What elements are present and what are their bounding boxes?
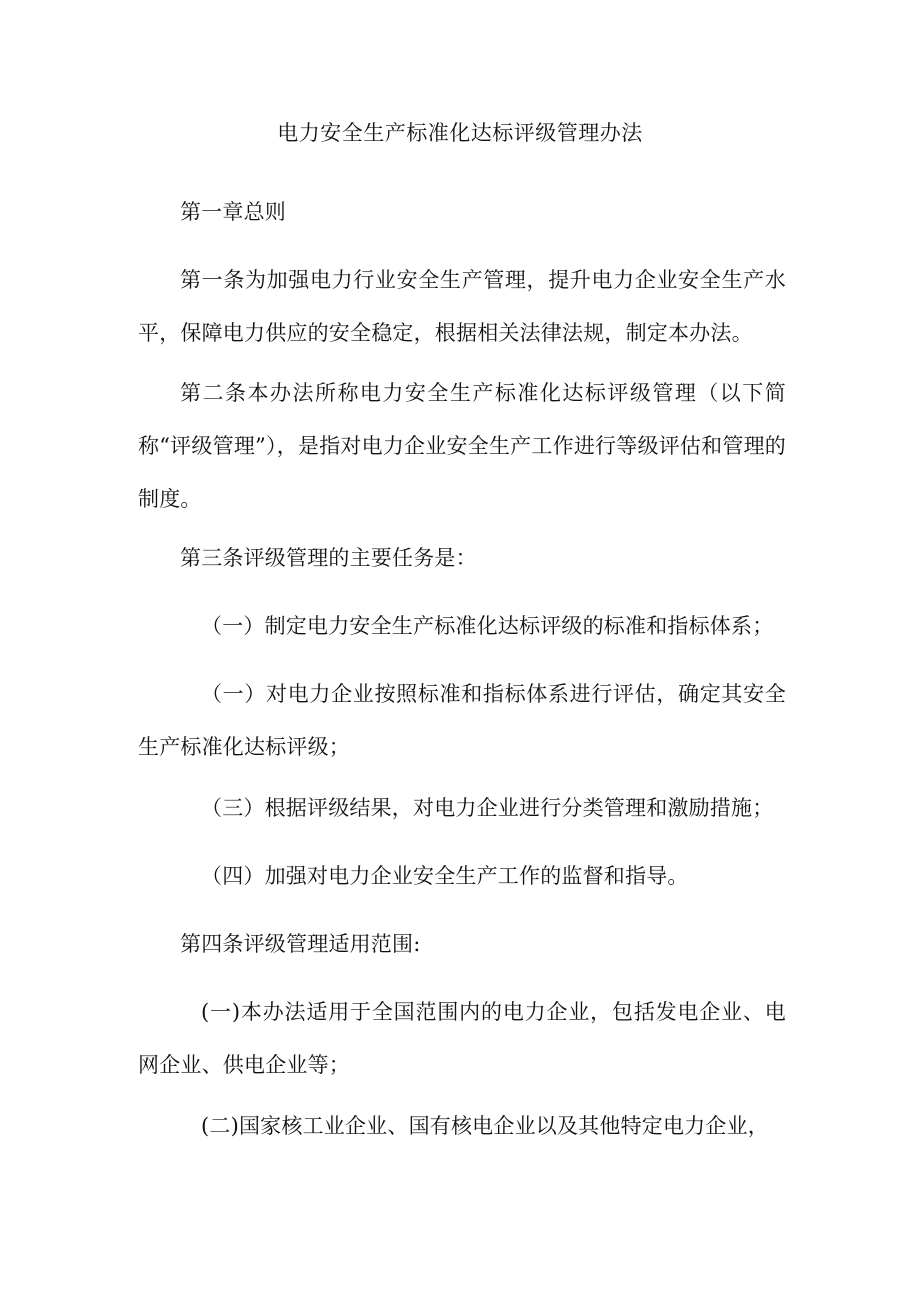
article-3-item-2: （一）对电力企业按照标准和指标体系进行评估，确定其安全生产标准化达标评级； [138,682,786,759]
article-4-item-2: (二)国家核工业企业、国有核电企业以及其他特定电力企业， [201,1114,769,1138]
article-4: 第四条评级管理适用范围: [180,932,421,956]
article-3-item-4: （四）加强对电力企业安全生产工作的监督和指导。 [201,864,689,888]
chapter-heading: 第一章总则 [180,200,286,224]
article-3-item-1: （一）制定电力安全生产标准化达标评级的标准和指标体系； [201,614,774,638]
article-4-item-1: (一)本办法适用于全国范围内的电力企业，包括发电企业、电网企业、供电企业等； [138,1000,786,1077]
article-2: 第二条本办法所称电力安全生产标准化达标评级管理（以下简称“评级管理”），是指对电力企业安全生产工作进行等级评估和管理的制度。 [138,381,786,511]
document-title: 电力安全生产标准化达标评级管理办法 [277,121,643,145]
article-3-item-3: （三）根据评级结果，对电力企业进行分类管理和激励措施； [201,796,774,820]
article-3: 第三条评级管理的主要任务是： [180,546,477,570]
article-1: 第一条为加强电力行业安全生产管理，提升电力企业安全生产水平，保障电力供应的安全稳定，根据相关法律法规，制定本办法。 [138,268,786,345]
